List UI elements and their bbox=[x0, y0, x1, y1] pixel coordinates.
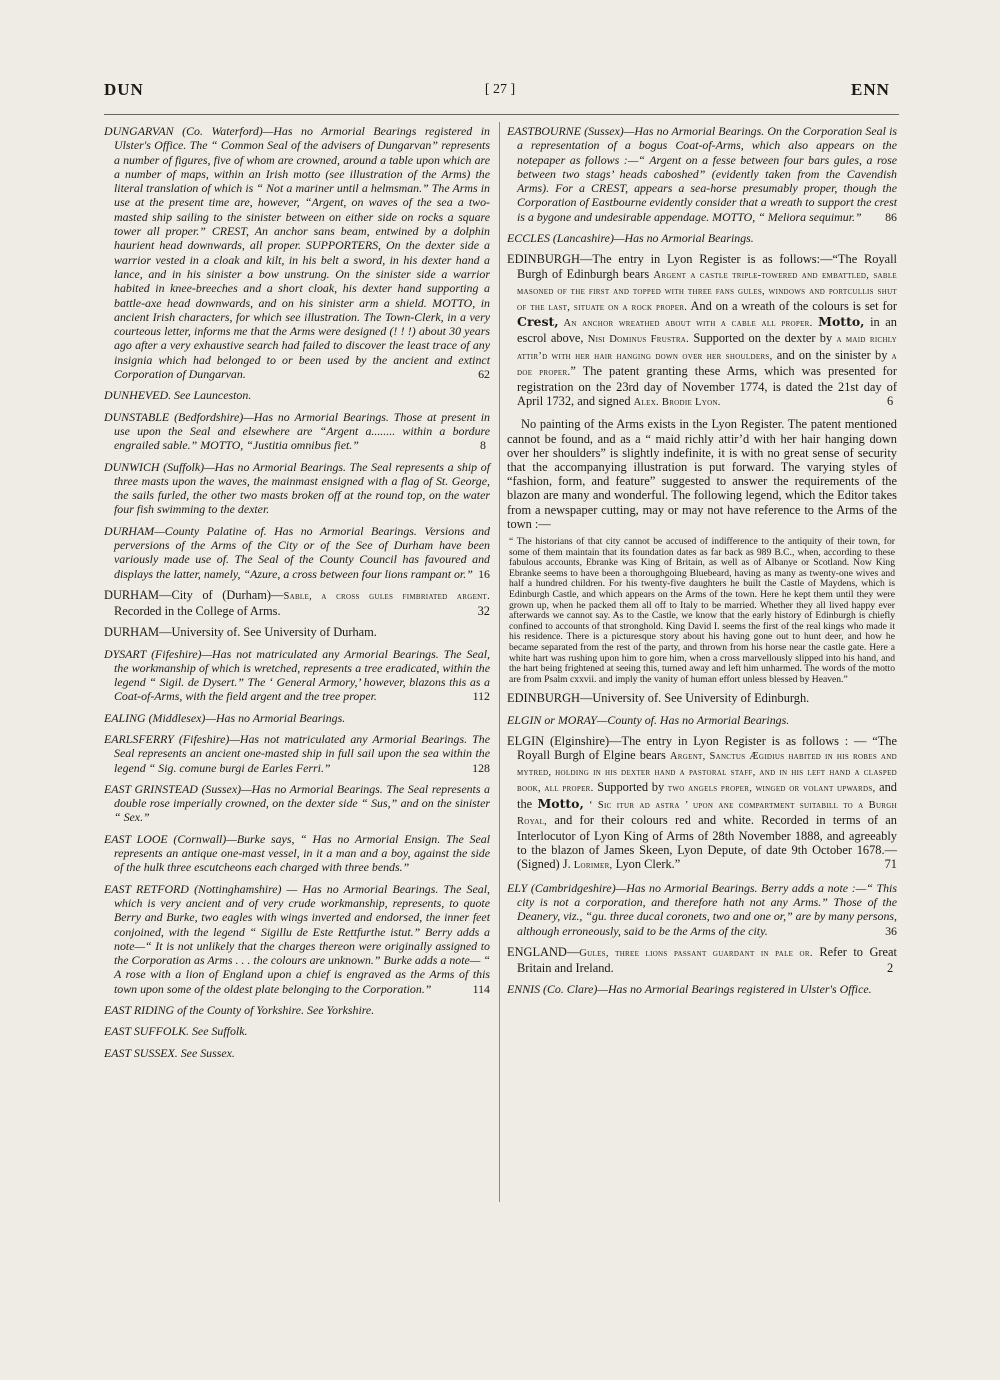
entry-text: ” The patent granting these Arms, which was presented for registration on the 23rd day of November 1774, is dated the 21st day of April 1732, and signed bbox=[517, 363, 897, 409]
entry-text: EASTBOURNE (Sussex)—Has no Armorial Bearings. On the Corporation Seal is a representation of a bogus Coat-of-Arms, which also appears on the notepaper as follows :—“ Argent on a fesse between four bars gules, a rose between two stags’ heads caboshed” (evidently taken from the Cavendish Arms). For a CREST, appears a sea-horse presumably proper, though the Corporation of Eastbourne evidently consider that a wreath to support the crest is a bygone and undesirable appendage. MOTTO, “ Meliora sequimur.” bbox=[507, 124, 897, 224]
entry-text: EAST LOOE (Cornwall)—Burke says, “ Has no Armorial Ensign. The Seal represents an antique one-mast vessel, in it a man and a boy, against the side of the hulk three escutcheons each charged with three bends.” bbox=[104, 831, 490, 875]
entry-text: Supported on the dexter by bbox=[689, 331, 837, 346]
entry-text: DUNWICH (Suffolk)—Has no Armorial Bearings. The Seal represents a ship of three masts upon the waves, the mainmast ensigned with a flag of St. George, the sails furled, the other two masts broken off at the round top, on the water four fish swimming to the dexter. bbox=[104, 459, 490, 517]
entry-dunwich bbox=[104, 460, 490, 517]
entry-east-riding bbox=[104, 1003, 490, 1017]
entry-text: EDINBURGH—University of. See University of Edinburgh. bbox=[507, 691, 810, 706]
entry-signature: Alex. Brodie Lyon. bbox=[633, 397, 721, 409]
entry-east-grinstead bbox=[104, 782, 490, 825]
entry-text: ECCLES (Lancashire)—Has no Armorial Bearings. bbox=[507, 231, 754, 246]
entry-text: EDINBURGH—The entry in Lyon Register is as follows:—“The Royall Burgh of Edinburgh bears bbox=[507, 252, 897, 281]
entry-england: ENGLAND—Gules, three lions passant guardant in pale or. Refer to Great Britain and Ireland. 2 bbox=[507, 944, 897, 976]
entry-text: EAST SUSSEX. See Sussex. bbox=[104, 1045, 235, 1060]
entry-text: EAST GRINSTEAD (Sussex)—Has no Armorial Bearings. The Seal represents a double rose imperially crowned, on the dexter side “ Sus,” and on the sinister “ Sex.” bbox=[104, 781, 490, 825]
left-column bbox=[104, 124, 490, 1067]
entry-motto: ‘ Sic itur ad astra ’ upon ane compartment suitabill to a Burgh Royal, bbox=[517, 799, 897, 827]
entry-edinburgh: EDINBURGH—The entry in Lyon Register is as follows:—“The Royall Burgh of Edinburgh bears Argent a castle triple-towered and embattled, sable masoned of the first and topped with three fans gules, windows and portcullis shut of the last, situate on a rock proper. And on a wreath of the colours is set for Crest, An anchor wreathed about with a cable all proper. Motto, in an escrol above, Nisi Dominus Frustra. Supported on the dexter by a maid richly attir’d with her hair hanging down over her shoulders, and on the sinister by a doe proper.” The patent granting these Arms, which was presented for registration on the 23rd day of November 1774, is dated the 21st day of April 1732, and signed Alex. Brodie Lyon. 6 bbox=[507, 252, 898, 409]
entry-lead: DURHAM—City of (Durham)— bbox=[104, 587, 284, 602]
entry-text: EAST RIDING of the County of Yorkshire. See Yorkshire. bbox=[104, 1003, 375, 1018]
header-rule bbox=[104, 114, 899, 115]
entry-number: 62 bbox=[478, 367, 490, 382]
entry-blazon: Argent a castle triple-towered and embattled, sable masoned of the first and topped with three fans gules, windows and portcullis shut of the last, situate on a rock proper. bbox=[517, 269, 897, 313]
entry-number: 16 bbox=[478, 566, 490, 581]
column-divider bbox=[499, 122, 500, 1202]
running-head-right: ENN bbox=[851, 80, 890, 99]
entry-text: And on a wreath of the colours is set for bbox=[687, 298, 897, 313]
entry-text: DURHAM—University of. See University of Durham. bbox=[104, 625, 377, 640]
entry-dungarvan bbox=[104, 124, 490, 381]
entry-number: 71 bbox=[884, 857, 897, 872]
right-column bbox=[507, 124, 897, 1004]
crest-label: Crest, bbox=[517, 314, 559, 330]
entry-text: DUNSTABLE (Bedfordshire)—Has no Armorial Bearings. Those at present in use upon the Seal and elsewhere are “Argent a........ within a bordure engrailed sable.” MOTTO, “Justitia omnibus fiet.” bbox=[104, 409, 490, 453]
entry-dunstable: DUNSTABLE (Bedfordshire)—Has no Armorial Bearings. Those at present in use upon the Seal and elsewhere are “Argent a........ within a bordure engrailed sable.” MOTTO, “Justitia omnibus fiet.” 8 bbox=[104, 409, 490, 453]
entry-text: and on the sinister by bbox=[772, 347, 892, 362]
entry-text: DURHAM—County Palatine of. Has no Armorial Bearings. Versions and perversions of the Arms of the City or of the See of Durham have been variously made use of. The Seal of the County Council has favoured and displays the latter, namely, “Azure, a cross between four lions rampant or.” bbox=[104, 523, 490, 581]
page-number: [ 27 ] bbox=[484, 82, 516, 97]
entry-number: 128 bbox=[472, 760, 490, 775]
entry-text: ENNIS (Co. Clare)—Has no Armorial Bearings registered in Ulster's Office. bbox=[507, 982, 872, 997]
entry-number: 32 bbox=[477, 604, 490, 619]
entry-dysart bbox=[104, 647, 490, 704]
entry-text: EARLSFERRY (Fifeshire)—Has not matriculated any Armorial Bearings. The Seal represents an ancient one-masted ship in full sail upon the sea within the legend “ Sig. comune burgi de Earles Ferri.” bbox=[104, 732, 490, 775]
entry-elgin bbox=[507, 734, 897, 874]
entry-durham-university bbox=[104, 625, 490, 639]
entry-edinburgh-university bbox=[507, 691, 897, 705]
entry-durham-county bbox=[104, 524, 490, 581]
motto-label: Motto, bbox=[537, 795, 584, 811]
entry-durham-city bbox=[104, 588, 490, 618]
entry-blazon: Argent, Sanctus Ægidius habited in his robes and mytred, holding in his dexter hand a pastoral staff, and in his left hand a clasped book, all proper. bbox=[517, 751, 897, 795]
edinburgh-commentary: No painting of the Arms exists in the Lyon Register. The patent mentioned cannot be found, and as a “ maid richly attir’d with her hair hanging down over her shoulders” is slightly indefinite, it is with no great sense of security that the accompanying illustration is put forward. The varying styles of “fashion, form, and feature” suggested to answer the requirements of the blazon are many and wonderful. The following legend, which the Editor takes from a newspaper cutting, may or may not have reference to the Arms of the town :— bbox=[507, 417, 897, 531]
entry-text: Supported by bbox=[593, 780, 668, 795]
entry-eastbourne bbox=[507, 124, 897, 224]
entry-text: ELGIN or MORAY—County of. Has no Armorial Bearings. bbox=[507, 712, 790, 727]
entry-blazon: Sable, a cross gules fimbriated argent. bbox=[283, 590, 490, 602]
entry-text: ELGIN (Elginshire)—The entry in Lyon Register is as follows : — “The Royall Burgh of Elgine bears bbox=[507, 733, 897, 763]
entry-elgin-moray bbox=[507, 713, 897, 727]
entry-lead: ENGLAND— bbox=[507, 944, 580, 959]
entry-tail: Refer to Great Britain and Ireland. bbox=[517, 944, 897, 976]
entry-text: DUNHEVED. See Launceston. bbox=[104, 388, 252, 403]
entry-earlsferry bbox=[104, 732, 490, 775]
motto-label: Motto, bbox=[818, 314, 865, 330]
entry-eccles bbox=[507, 231, 897, 245]
entry-number: 112 bbox=[472, 689, 490, 704]
entry-east-sussex bbox=[104, 1046, 490, 1060]
entry-text: DYSART (Fifeshire)—Has not matriculated any Armorial Bearings. The Seal, the workmanship of which is wretched, represents a tree eradicated, within the legend “ Sigil. de Dysert.” The ‘ General Armory,’ however, blazons this as a Coat-of-Arms, with the field argent and the tree proper. bbox=[104, 646, 490, 704]
entry-text: and the bbox=[517, 780, 898, 811]
entry-blazon: a maid richly attir’d with her hair hanging down over her shoulders, bbox=[517, 334, 898, 362]
entry-motto: Nisi Dominus Frustra. bbox=[587, 334, 690, 346]
entry-text: Lyon Clerk.” bbox=[612, 857, 681, 872]
entry-ealing bbox=[104, 711, 490, 725]
entry-number: 86 bbox=[885, 209, 897, 224]
entry-dunheved bbox=[104, 388, 490, 402]
entry-text: EALING (Middlesex)—Has no Armorial Bearings. bbox=[104, 710, 346, 725]
entry-blazon: An anchor wreathed about with a cable all proper. bbox=[558, 318, 813, 330]
entry-text: in an escrol above, bbox=[517, 315, 897, 346]
entry-ely bbox=[507, 881, 897, 938]
entry-text: and for their colours red and white. Recorded in terms of an Interlocutor of Lyon King of Arms of 28th November 1888, and agreeably to the blazon of James Skeen, Lyon Depute, of date 9th October 1678.—(Signed) J. bbox=[517, 812, 897, 872]
entry-east-looe bbox=[104, 832, 490, 875]
edinburgh-legend-quote: “ The historians of that city cannot be accused of indifference to the antiquity of their town, for some of them maintain that its foundation dates as far back as 989 B.C., when, according to these fabulous accounts, Ebranke was King of Britain, as well as of Albanye or Scotland. Now King Ebranke seems to have been a thoroughgoing Bluebeard, having as many as twenty-one wives and half a hundred children. For his twenty-five daughters he built the Castle of Maydens, which is Edinburgh Castle, and which appears on the Arms of the town. Here he kept them until they were grown up, when he packed them all off to Italy to be married. Whether they all lived happy ever afterwards we cannot say. As to the Castle, we know that the early history of Edinburgh is chiefly confined to accounts of that stronghold. King David I. seems the first of the real kings who made it his residence. There is a picturesque story about his having gone out to hunt deer, and how he became separated from the rest of the party, and thrown from his horse near the castle gate. Here a white hart was rushing upon him to gore him, when a cross marvellously slipped into his hand, and the hart being frightened at seeing this, turned away and left him unharmed. The words of the motto are from Psalm cxxvii. and imply the vanity of human effort unless blessed by Heaven.” bbox=[509, 536, 895, 685]
entry-blazon: Gules, three lions passant guardant in pale or. bbox=[579, 947, 813, 959]
entry-text: EAST SUFFOLK. See Suffolk. bbox=[104, 1024, 248, 1039]
entry-tail: Recorded in the College of Arms. bbox=[114, 604, 281, 619]
entry-ennis bbox=[507, 982, 897, 996]
entry-text: EAST RETFORD (Nottinghamshire) — Has no Armorial Bearings. The Seal, which is very ancient and of very crude workmanship, represents, to quote Berry and Burke, two eagles with wings inverted and endorsed, the inner feet conjoined, with the legend “ Sigillu de Este Rettfurthe istut.” Berry adds a note—“ It is not unlikely that the charges thereon were originally assigned to the Corporation as Arms . . . the colours are unknown.” Burke adds a note— “ A rose with a lion of England upon a chief is engraved as the Arms of this town upon some of the oldest plate belonging to the Corporation.” bbox=[104, 881, 490, 996]
entry-blazon: two angels proper, winged or volant upwards, bbox=[667, 783, 876, 795]
entry-number: 36 bbox=[885, 923, 897, 938]
entry-number: 114 bbox=[472, 981, 490, 996]
entry-east-retford bbox=[104, 882, 490, 996]
running-head-left: DUN bbox=[104, 80, 144, 99]
entry-blazon: a doe proper. bbox=[517, 350, 897, 378]
entry-text: DUNGARVAN (Co. Waterford)—Has no Armorial Bearings registered in Ulster's Office. The “ Common Seal of the advisers of Dungarvan” represents a number of figures, five of whom are crowned, around a table upon which are a number of maps, within an Irish motto (see illustration of the Arms) the literal translation of which is “ Not a mariner until a helmsman.” The Arms in use at the present time are, however, “Argent, on waves of the sea a two-masted ship sailing to the sinister between on either side on rocks a square tower all proper.” CREST, An anchor sans beam, entwined by a dolphin haurient head downwards, all proper. SUPPORTERS, On the dexter side a warrior vested in a cloak and kilt, in his belt a sword, in his dexter hand a lance, and in his sinister a bow unstrung. On the sinister side a warrior habited in knee-breeches and a short cloak, his dexter hand supporting a battle-axe head downwards, and on his sinister arm a shield. MOTTO, in ancient Irish characters, for which see illustration. The Town-Clerk, in a very courteous letter, informs me that the Arms were designed (! ! !) about 30 years ago after a very exhaustive search had failed to discover the least trace of any insignia which had belonged to or been used by the ancient and extinct Corporation of Dungarvan. bbox=[104, 124, 490, 382]
entry-east-suffolk bbox=[104, 1024, 490, 1038]
entry-signature: Lorimer, bbox=[573, 860, 613, 872]
entry-text: ELY (Cambridgeshire)—Has no Armorial Bearings. Berry adds a note :—“ This city is not a corporation, and therefore hath not any Arms.” Those of the Deanery, viz., “gu. three ducal coronets, two and one or,” are by many persons, although erroneously, said to be the Arms of the city. bbox=[507, 880, 897, 938]
